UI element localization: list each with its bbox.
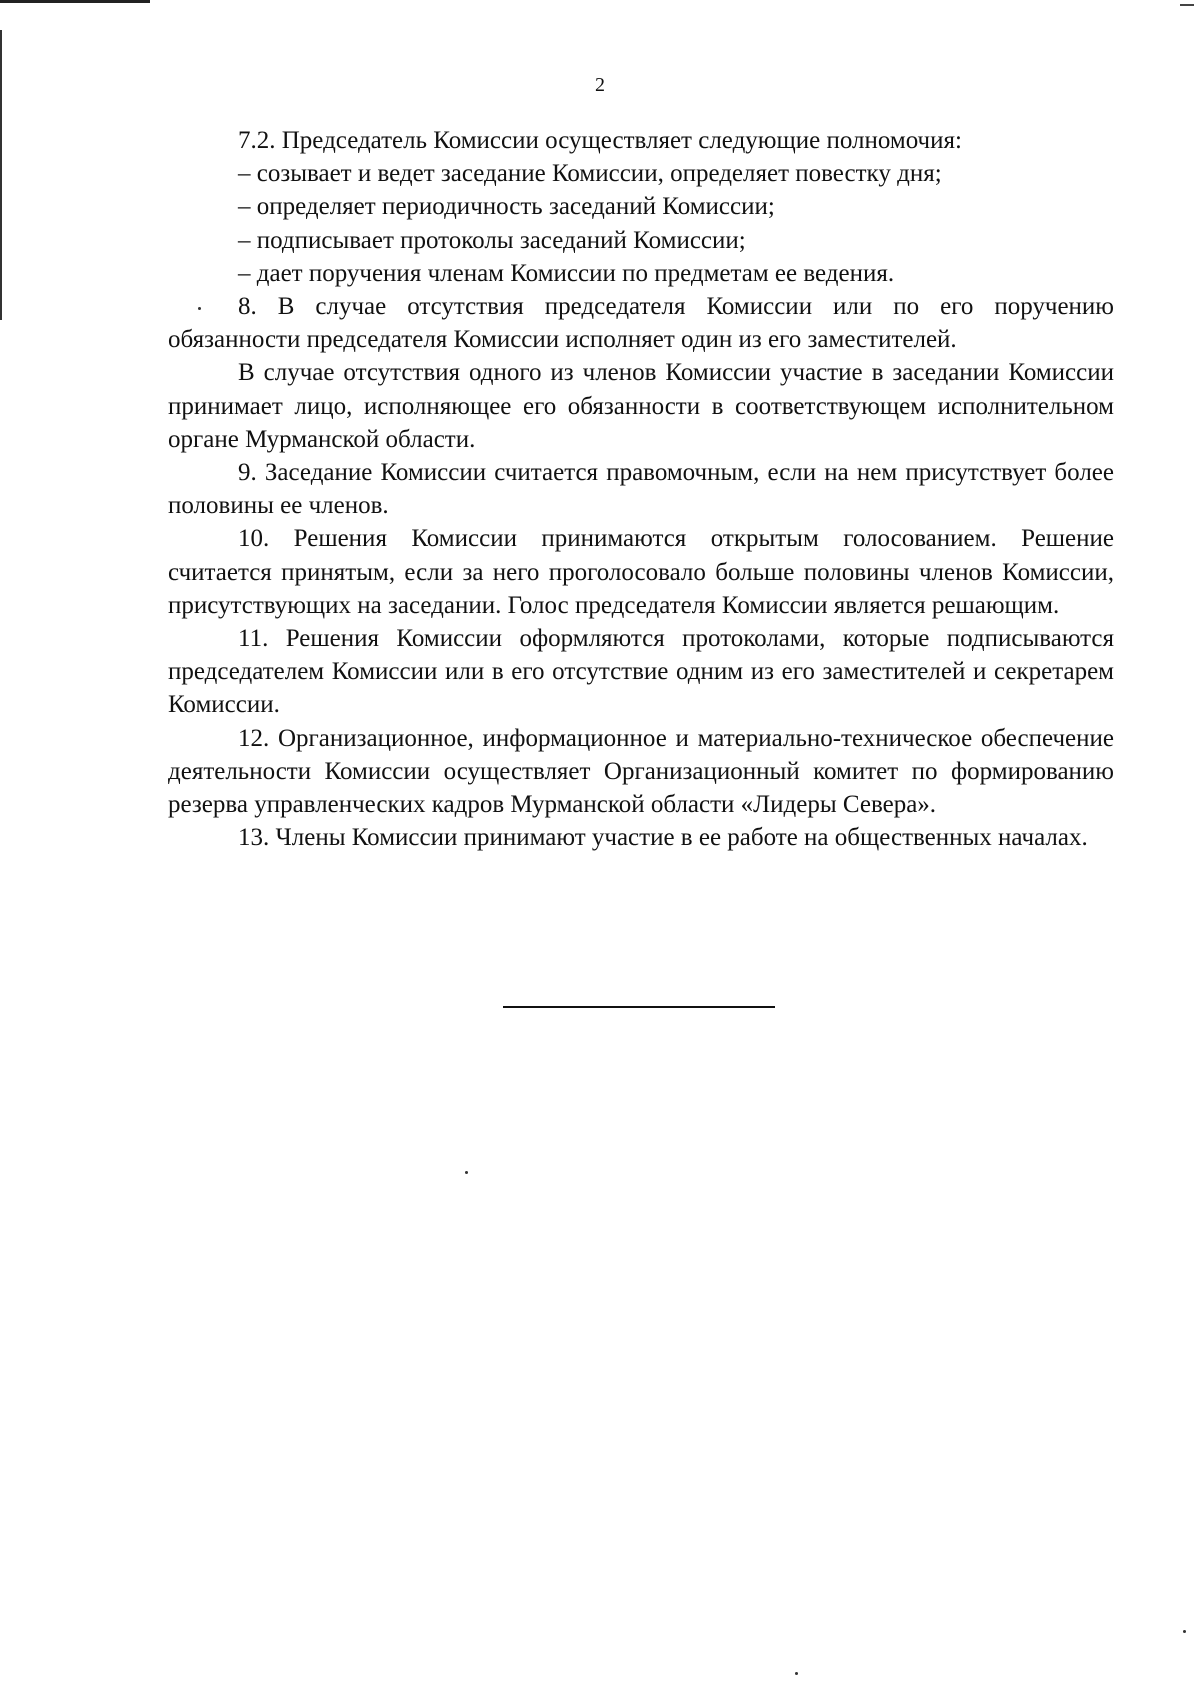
list-item-periodicity: – определяет периодичность заседаний Комиссии; [238,193,775,221]
paragraph-9: 9. Заседание Комиссии считается правомочным, если на нем присутствует более половины ее членов. [168,459,1114,520]
paragraph-12: 12. Организационное, информационное и материально-техническое обеспечение деятельности Комиссии осуществляет Организационный комитет по формированию резерва управленческих кадров Мурманской области «Лидеры Севера». [168,724,1114,819]
paragraph-7-2: 7.2. Председатель Комиссии осуществляет следующие полномочия: [238,127,962,154]
list-item-sign-protocols: – подписывает протоколы заседаний Комиссии; [238,226,746,254]
document-body [168,124,1114,854]
scan-speck [1183,1630,1186,1633]
paragraph-13: 13. Члены Комиссии принимают участие в ее работе на общественных началах. [238,824,1088,852]
scan-edge-right [1180,4,1194,6]
scan-speck [465,1171,468,1174]
scan-speck [795,1672,798,1675]
paragraph-8-member-absence: В случае отсутствия одного из членов Комиссии участие в заседании Комиссии принимает лицо, исполняющее его обязанности в соответствующем исполнительном органе Мурманской области. [168,359,1114,453]
list-item-convene: – созывает и ведет заседание Комиссии, определяет повестку дня; [238,160,942,188]
page-number: 2 [595,74,605,96]
scan-speck [198,307,201,310]
paragraph-8: 8. В случае отсутствия председателя Комиссии или по его поручению обязанности председателя Комиссии исполняет один из его заместителей. [168,293,1114,354]
scan-edge-top [0,0,150,3]
paragraph-11: 11. Решения Комиссии оформляются протоколами, которые подписываются председателем Комиссии или в его отсутствие одним из его заместителей и секретарем Комиссии. [168,625,1114,719]
end-divider-line [503,1006,775,1008]
paragraph-10: 10. Решения Комиссии принимаются открытым голосованием. Решение считается принятым, если за него проголосовало больше половины членов Комиссии, присутствующих на заседании. Голос председателя Комиссии является решающим. [168,525,1114,619]
list-item-instructions: – дает поручения членам Комиссии по предметам ее ведения. [238,259,895,287]
